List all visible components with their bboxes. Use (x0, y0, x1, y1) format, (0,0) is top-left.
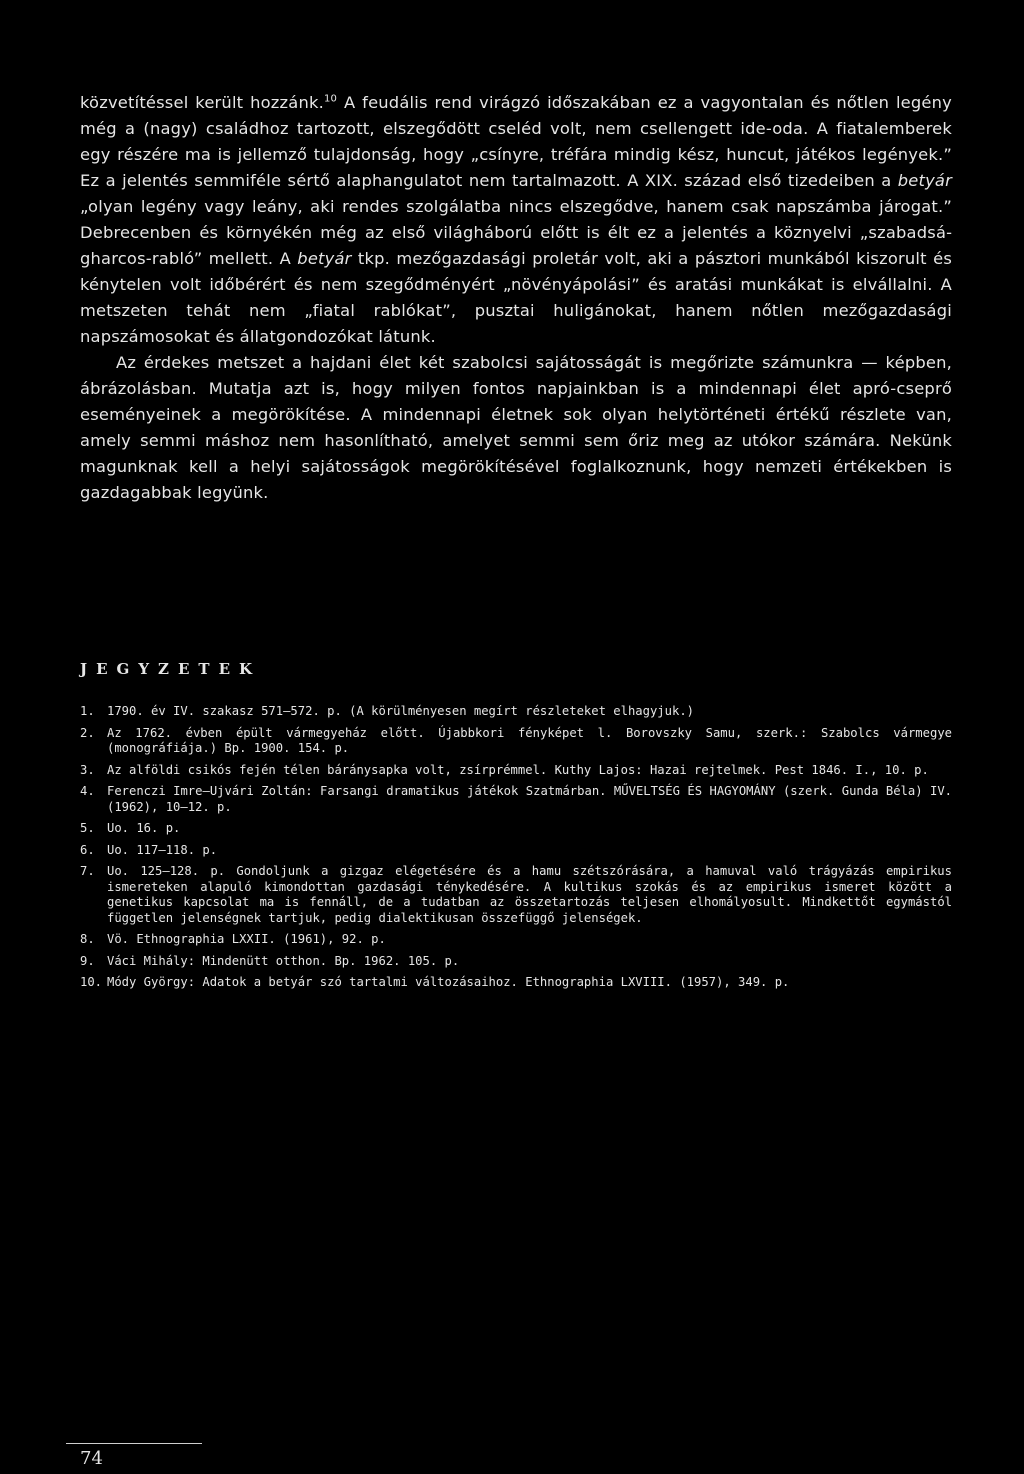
note-text: Uo. 117—118. p. (107, 842, 218, 857)
note-number: 7. (80, 864, 95, 878)
note-item (80, 763, 952, 779)
footnote-ref: 10 (323, 93, 338, 105)
note-item (80, 954, 952, 970)
note-text: Vö. Ethnographia LXXII. (1961), 92. p. (107, 932, 386, 946)
paragraph-1-part-a: közvetítéssel került hozzánk. (80, 93, 324, 112)
note-text: Uo. 16. p. (107, 821, 181, 835)
note-number: 6. (80, 842, 95, 857)
note-text: Módy György: Adatok a betyár szó tartalmi változásaihoz. Ethnographia LXVIII. (1957), 349. p. (107, 975, 790, 989)
page-number: 74 (80, 1448, 103, 1469)
note-item (80, 821, 952, 837)
note-number: 10. (80, 975, 103, 989)
note-text: Az 1762. évben épült vármegyeház előtt. Újabbkori fényképet l. Borovszky Samu, szerk.: Szabolcs vármegye (monográfiája.) Bp. 1900. 154. p. (107, 725, 952, 755)
note-number: 2. (80, 725, 95, 740)
note-text: Váci Mihály: Mindenütt otthon. Bp. 1962. 105. p. (107, 953, 460, 968)
note-item (80, 704, 952, 720)
note-item (80, 864, 952, 926)
note-item (80, 975, 952, 991)
paragraph-1-part-d: tkp. mezőgazdasági proletár volt, aki a pásztori munkából kiszorult és kénytelen volt időbérért és nem szegődményért „növényápolási” és aratási munkákat is elvállalni. A metszeten tehát nem „fiatal rablókat”, pusztai huligánokat, hanem nőtlen mezőgazdasági napszámosokat és állatgondozókat látunk. (80, 249, 952, 346)
note-number: 1. (80, 704, 95, 718)
body-text (80, 90, 952, 506)
note-item (80, 726, 952, 757)
note-item (80, 784, 952, 815)
note-text: Uo. 125—128. p. Gondoljunk a gizgaz elégetésére és a hamu szétszórására, a hamuval való trágyázás empirikus ismereteken alapuló kimondottan gazdasági ténykedésére. A kultikus szokás és az empirikus ismeret között a genetikus kapcsolat ma is fennáll, de a tudatban az összetartozás teljesen elhomályosult. Mindkettőt egymástól független jelenségnek tartjuk, pedig dialektikusan összefüggő jelenségek. (107, 864, 952, 925)
note-text: 1790. év IV. szakasz 571—572. p. (A körülményesen megírt részleteket elhagyjuk.) (107, 704, 694, 718)
notes-heading: JEGYZETEK (80, 660, 262, 678)
paragraph-2: Az érdekes metszet a hajdani élet két szabolcsi sajátosságát is megőrizte számunkra — képben, ábrázolásban. Mutatja azt is, hogy milyen fontos napjainkban is a mindennapi élet apró-cseprő eseményeinek a megörökítése. A mindennapi életnek sok olyan helytörténeti értékű részlete van, amely semmi máshoz nem hasonlítható, amelyet semmi sem őriz meg az utókor számára. Nekünk magunknak kell a helyi sajátosságok megörökítésével foglalkoznunk, hogy nemzeti értékekben is gazdagabbak legyünk. (80, 353, 952, 502)
paragraph-1 (80, 90, 952, 350)
footer-rule (66, 1443, 202, 1444)
note-number: 4. (80, 784, 95, 798)
note-number: 9. (80, 953, 95, 968)
note-number: 3. (80, 762, 95, 777)
italic-term: betyár (897, 171, 952, 190)
paragraph-1-part-c: „olyan legény vagy leány, aki rendes szolgálatba nincs elszegődve, hanem csak napszámba járogat.” Debrecenben és környékén még az első világháború előtt is élt ez a jelentés a köznyelvi „szabadságharcos-rabló” mellett. A (80, 197, 952, 268)
note-item (80, 843, 952, 859)
italic-term: betyár (297, 249, 352, 268)
note-item (80, 932, 952, 948)
paragraph-1-part-b: A feudális rend virágzó időszakában ez a vagyontalan és nőtlen legény még a (nagy) családhoz tartozott, elszegődött cseléd volt, nem csellengett ide-oda. A fiatalemberek egy részére ma is jellemző tulajdonság, hogy „csínyre, tréfára mindig kész, huncut, játékos legények.” Ez a jelentés semmiféle sértő alaphangulatot nem tartalmazott. A XIX. század első tizedeiben a (80, 93, 952, 190)
note-number: 8. (80, 932, 95, 946)
note-number: 5. (80, 821, 95, 835)
note-text: Az alföldi csikós fején télen báránysapka volt, zsírprémmel. Kuthy Lajos: Hazai rejtelmek. Pest 1846. I., 10. p. (107, 762, 929, 777)
note-text: Ferenczi Imre—Ujvári Zoltán: Farsangi dramatikus játékok Szatmárban. MŰVELTSÉG ÉS HAGYOMÁNY (szerk. Gunda Béla) IV. (1962), 10—12. p. (107, 784, 952, 814)
notes-list (80, 704, 952, 997)
